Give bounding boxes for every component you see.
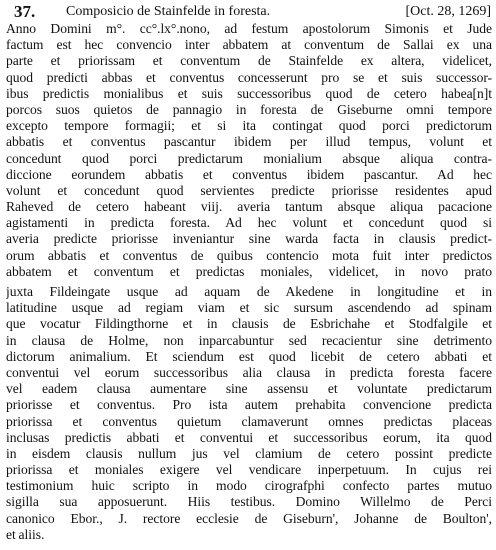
document-title: Composicio de Stainfelde in foresta. bbox=[66, 4, 271, 19]
text-line: diccione eorundem abbatis et conventus ibidem pascantur. Ad hec bbox=[6, 166, 492, 182]
text-line: dictorum animalium. Et sciendum est quod licebit de cetero abbati et bbox=[6, 348, 492, 364]
text-line: juxta Fildeingate usque ad aquam de Akedene in longitudine et in bbox=[6, 284, 492, 299]
text-line: excepto tempore formagii; et si ita contingat quod porci predictorum bbox=[6, 118, 492, 134]
text-line: abbatem et conventum et predictas moniales, videlicet, in novo prato bbox=[6, 263, 492, 279]
text-line: volunt et concedunt quod servientes predicte priorisse residentes apud bbox=[6, 182, 492, 198]
text-line: et aliis. bbox=[6, 526, 45, 542]
text-line: agistamenti in predicta foresta. Ad hec volunt et concedunt quod si bbox=[6, 215, 492, 231]
paragraph-1 bbox=[6, 21, 492, 280]
text-line: orum abbatis et conventus de quibus contencio mota fuit inter predictos bbox=[6, 247, 492, 263]
text-line: quod predicti abbas et conventus concesserunt pro se et suis successor- bbox=[6, 69, 492, 85]
text-line: in eisdem clausis nullum jus vel clamium de cetero possint predicte bbox=[6, 445, 492, 461]
text-line: averia predicte priorisse inveniantur sine warda facta in clausis predict- bbox=[6, 231, 492, 247]
document-date: [Oct. 28, 1269] bbox=[405, 4, 491, 19]
text-line: priorisse et conventus. Pro ista autem prehabita convencione predicta bbox=[6, 397, 492, 413]
text-line: priorissa et conventus quietum clamaverunt omnes predictas placeas bbox=[6, 413, 492, 429]
text-line: parte et priorissam et conventum de Stainfelde ex altera, videlicet, bbox=[6, 53, 492, 69]
paragraph-2 bbox=[6, 284, 492, 543]
text-line: Raheved de cetero habeant viij. averia tantum absque aliqua pacacione bbox=[6, 199, 492, 215]
document-heading bbox=[6, 3, 492, 21]
text-line: latitudine usque ad regiam viam et sic sursum ascendendo ad spinam bbox=[6, 300, 492, 316]
text-line: in clausa de Holme, non inparcabuntur sed recacientur sine detrimento bbox=[6, 332, 492, 348]
text-line: testimonium huic scripto in modo cirografphi confecto partes mutuo bbox=[6, 478, 492, 494]
text-line: vel eadem clausa aumentare sine assensu et voluntate predictarum bbox=[6, 381, 492, 397]
text-line: priorissa et moniales exigere vel vendicare inperpetuum. In cujus rei bbox=[6, 462, 492, 478]
text-line: abbatis et conventus pascantur ibidem per illud tempus, volunt et bbox=[6, 134, 492, 150]
text-line: canonico Ebor., J. rectore ecclesie de Giseburn', Johanne de Boulton', bbox=[6, 510, 492, 526]
text-line: conventui vel eorum successoribus alia clausa in predicta foresta facere bbox=[6, 364, 492, 380]
text-line: porcos suos quietos de pannagio in foresta de Giseburne omni tempore bbox=[6, 101, 492, 117]
text-line: inclusas predictis abbati et conventui et successoribus eorum, ita quod bbox=[6, 429, 492, 445]
document-number: 37. bbox=[14, 2, 36, 21]
document-page bbox=[6, 3, 492, 543]
text-line: sigilla sua apposuerunt. Hiis testibus. Domino Willelmo de Perci bbox=[6, 494, 492, 510]
text-line: Anno Domini m°. cc°.lx°.nono, ad festum apostolorum Simonis et Jude bbox=[6, 21, 492, 36]
text-line: factum est hec convencio inter abbatem at conventum de Sallai ex una bbox=[6, 37, 492, 53]
text-line: concedunt quod porci predictarum monialium absque aliqua contra- bbox=[6, 150, 492, 166]
text-line: que vocatur Fildingthorne et in clausis de Esbrichahe et Stodfalgile et bbox=[6, 316, 492, 332]
text-line: ibus predictis monialibus et suis successoribus quod de cetero habea[n]t bbox=[6, 85, 492, 101]
